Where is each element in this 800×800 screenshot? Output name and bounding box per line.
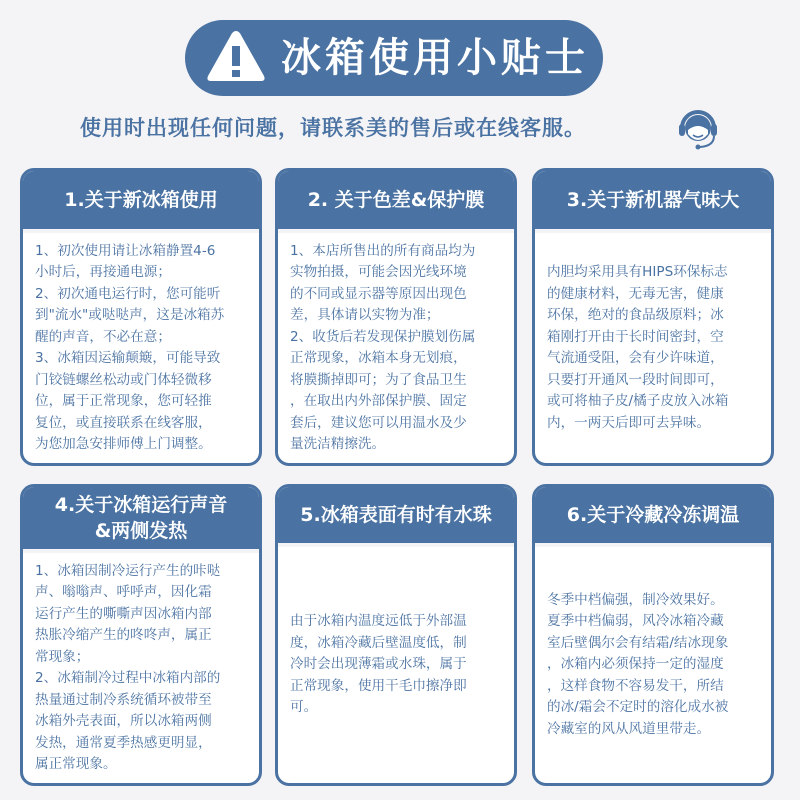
tip-card-temperature xyxy=(532,484,774,786)
contact-subtitle: 使用时出现任何问题，请联系美的售后或在线客服。 xyxy=(80,116,586,140)
card-title: 6.关于冷藏冷冻调温 xyxy=(535,487,771,543)
card-body: 1、初次使用请让冰箱静置4-6 小时后，再接通电源； 2、初次通电运行时，您可能听 到"流水"或哒哒声，这是冰箱苏 醒的声音，不必在意； 3、冰箱因运输颠簸，可能导致 门铰链螺丝松动或门体轻微移 位，属于正常现象，您可轻推 复位，或直接联系在线客服， 为您加急安排师傅上门调整。 xyxy=(35,242,225,452)
card-title: 3.关于新机器气味大 xyxy=(535,171,771,229)
card-title: 1.关于新冰箱使用 xyxy=(23,171,259,229)
card-title: 4.关于冰箱运行声音 &两侧发热 xyxy=(23,487,259,549)
card-body: 冬季中档偏强，制冷效果好。 夏季中档偏弱，风冷冰箱冷藏 室后壁偶尔会有结霜/结冰现象 ，冰箱内必须保持一定的湿度 ，这样食物不容易发干，所结 的冰/霜会不定时的溶化成水被 冷藏室的风从风道里带走。 xyxy=(547,591,729,737)
card-title: 5.冰箱表面有时有水珠 xyxy=(278,487,514,543)
tip-card-color-film xyxy=(275,168,517,466)
card-body: 1、本店所售出的所有商品均为 实物拍摄，可能会因光线环境 的不同或显示器等原因出现色 差，具体请以实物为准； 2、收货后若发现保护膜划伤属 正常现象，冰箱本身无划痕， 将膜撕掉即可；为了食品卫生 ，在取出内外部保护膜、固定 套后，建议您可以用温水及少 量洗洁精擦洗。 xyxy=(290,242,476,452)
tip-card-condensation xyxy=(275,484,517,786)
tip-card-new-fridge xyxy=(20,168,262,466)
card-title: 2. 关于色差&保护膜 xyxy=(278,171,514,229)
tip-card-noise-heat xyxy=(20,484,262,786)
card-body: 内胆均采用具有HIPS环保标志 的健康材料，无毒无害，健康 环保，绝对的食品级原料；冰 箱刚打开由于长时间密封，空 气流通受阻，会有少许味道， 只要打开通风一段时间即可， 或可将柚子皮/橘子皮放入冰箱 内，一两天后即可去异味。 xyxy=(547,264,729,431)
title-banner xyxy=(185,20,603,96)
page-title: 冰箱使用小贴士 xyxy=(281,35,589,81)
warning-icon xyxy=(205,28,267,84)
customer-service-icon xyxy=(676,104,720,152)
tip-card-odor xyxy=(532,168,774,466)
card-body: 1、冰箱因制冷运行产生的咔哒 声、嗡嗡声、呼呼声，因化霜 运行产生的嘶嘶声因冰箱内部 热胀冷缩产生的咚咚声，属正 常现象； 2、冰箱制冷过程中冰箱内部的 热量通过制冷系统循环被带至 冰箱外壳表面，所以冰箱两侧 发热，通常夏季热感更明显， 属正常现象。 xyxy=(35,562,221,772)
card-body: 由于冰箱内温度远低于外部温 度，冰箱冷藏后壁温度低，制 冷时会出现薄霜或水珠，属于 正常现象，使用干毛巾擦净即 可。 xyxy=(290,613,467,716)
